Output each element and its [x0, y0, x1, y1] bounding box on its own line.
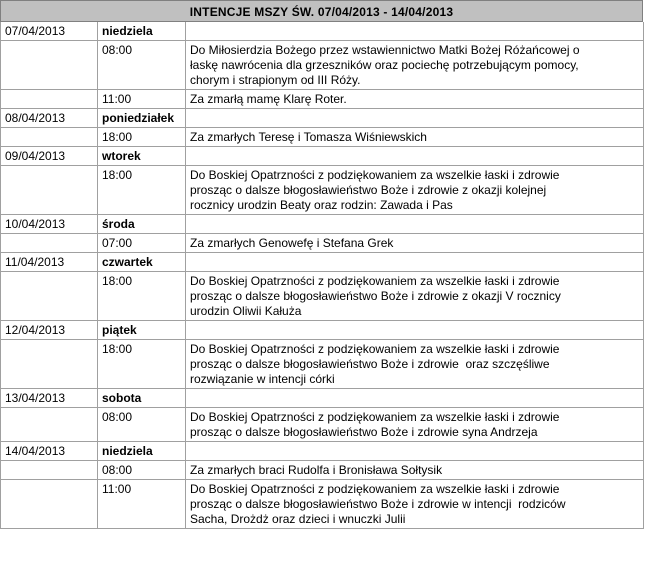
- day-row: [1, 147, 644, 166]
- mass-row-empty-cell: [1, 272, 98, 321]
- intention-line: Do Boskiej Opatrzności z podziękowaniem za wszelkie łaski i zdrowie: [190, 482, 560, 496]
- day-row: [1, 215, 644, 234]
- day-name: wtorek: [98, 147, 186, 166]
- day-row: [1, 442, 644, 461]
- mass-row-empty-cell: [1, 41, 98, 90]
- mass-row: [1, 41, 644, 90]
- intention-line: prosząc o dalsze błogosławieństwo Boże i zdrowie z okazji V rocznicy: [190, 289, 561, 303]
- day-row-empty-cell: [186, 215, 644, 234]
- intention-line: chorym i strapionym od III Róży.: [190, 73, 361, 87]
- mass-row: [1, 234, 644, 253]
- day-row: [1, 389, 644, 408]
- mass-time: 11:00: [98, 480, 186, 529]
- day-date: 14/04/2013: [1, 442, 98, 461]
- mass-row-empty-cell: [1, 128, 98, 147]
- mass-row-empty-cell: [1, 461, 98, 480]
- mass-row-empty-cell: [1, 408, 98, 442]
- day-row: [1, 321, 644, 340]
- mass-row-empty-cell: [1, 234, 98, 253]
- mass-time: 08:00: [98, 461, 186, 480]
- day-date: 12/04/2013: [1, 321, 98, 340]
- mass-intention: [186, 41, 644, 90]
- mass-time: 07:00: [98, 234, 186, 253]
- day-name: niedziela: [98, 22, 186, 41]
- mass-intention: [186, 461, 644, 480]
- mass-row: [1, 90, 644, 109]
- intention-line: Za zmarłą mamę Klarę Roter.: [190, 92, 347, 106]
- day-name: piątek: [98, 321, 186, 340]
- mass-intention: [186, 480, 644, 529]
- intention-line: prosząc o dalsze błogosławieństwo Boże i zdrowie w intencji rodziców: [190, 497, 566, 511]
- mass-row-empty-cell: [1, 340, 98, 389]
- day-date: 08/04/2013: [1, 109, 98, 128]
- mass-row-empty-cell: [1, 480, 98, 529]
- day-row-empty-cell: [186, 109, 644, 128]
- mass-time: 08:00: [98, 408, 186, 442]
- intention-line: Do Boskiej Opatrzności z podziękowaniem za wszelkie łaski i zdrowie: [190, 168, 560, 182]
- mass-intention: [186, 90, 644, 109]
- day-row-empty-cell: [186, 147, 644, 166]
- day-date: 07/04/2013: [1, 22, 98, 41]
- day-row: [1, 253, 644, 272]
- day-date: 13/04/2013: [1, 389, 98, 408]
- day-name: poniedziałek: [98, 109, 186, 128]
- intention-line: urodzin Oliwii Kałuża: [190, 304, 302, 318]
- intention-line: prosząc o dalsze błogosławieństwo Boże i zdrowie z okazji kolejnej: [190, 183, 547, 197]
- intention-line: Do Miłosierdzia Bożego przez wstawiennictwo Matki Bożej Różańcowej o: [190, 43, 580, 57]
- mass-time: 18:00: [98, 128, 186, 147]
- intention-line: Do Boskiej Opatrzności z podziękowaniem za wszelkie łaski i zdrowie: [190, 342, 560, 356]
- mass-time: 11:00: [98, 90, 186, 109]
- mass-row: [1, 128, 644, 147]
- day-date: 10/04/2013: [1, 215, 98, 234]
- mass-time: 18:00: [98, 166, 186, 215]
- day-row-empty-cell: [186, 321, 644, 340]
- day-date: 09/04/2013: [1, 147, 98, 166]
- mass-row: [1, 166, 644, 215]
- mass-time: 18:00: [98, 340, 186, 389]
- mass-time: 08:00: [98, 41, 186, 90]
- mass-intention: [186, 408, 644, 442]
- intention-line: Za zmarłych braci Rudolfa i Bronisława Sołtysik: [190, 463, 443, 477]
- mass-row: [1, 461, 644, 480]
- day-row-empty-cell: [186, 22, 644, 41]
- mass-row: [1, 480, 644, 529]
- intention-line: Za zmarłych Teresę i Tomasza Wiśniewskich: [190, 130, 427, 144]
- mass-row-empty-cell: [1, 90, 98, 109]
- intention-line: Do Boskiej Opatrzności z podziękowaniem za wszelkie łaski i zdrowie: [190, 274, 560, 288]
- intention-line: rozwiązanie w intencji córki: [190, 372, 335, 386]
- day-date: 11/04/2013: [1, 253, 98, 272]
- sheet-title: INTENCJE MSZY ŚW. 07/04/2013 - 14/04/2013: [0, 0, 643, 22]
- mass-intention: [186, 340, 644, 389]
- day-name: czwartek: [98, 253, 186, 272]
- mass-intention: [186, 166, 644, 215]
- day-row: [1, 22, 644, 41]
- intention-line: prosząc o dalsze błogosławieństwo Boże i zdrowie oraz szczęśliwe: [190, 357, 550, 371]
- intention-line: łaskę nawrócenia dla grzeszników oraz pociechę potrzebującym pomocy,: [190, 58, 579, 72]
- day-row-empty-cell: [186, 442, 644, 461]
- mass-intention: [186, 272, 644, 321]
- day-name: niedziela: [98, 442, 186, 461]
- mass-row-empty-cell: [1, 166, 98, 215]
- intention-line: rocznicy urodzin Beaty oraz rodzin: Zawada i Pas: [190, 198, 453, 212]
- intention-line: prosząc o dalsze błogosławieństwo Boże i zdrowie syna Andrzeja: [190, 425, 538, 439]
- intention-line: Za zmarłych Genowefę i Stefana Grek: [190, 236, 394, 250]
- mass-row: [1, 272, 644, 321]
- intention-line: Sacha, Drożdż oraz dzieci i wnuczki Julii: [190, 512, 406, 526]
- day-name: środa: [98, 215, 186, 234]
- mass-intention: [186, 234, 644, 253]
- day-row: [1, 109, 644, 128]
- mass-row: [1, 340, 644, 389]
- day-row-empty-cell: [186, 389, 644, 408]
- day-row-empty-cell: [186, 253, 644, 272]
- intention-line: Do Boskiej Opatrzności z podziękowaniem za wszelkie łaski i zdrowie: [190, 410, 560, 424]
- mass-time: 18:00: [98, 272, 186, 321]
- day-name: sobota: [98, 389, 186, 408]
- mass-row: [1, 408, 644, 442]
- intentions-table: [0, 22, 644, 529]
- mass-intention: [186, 128, 644, 147]
